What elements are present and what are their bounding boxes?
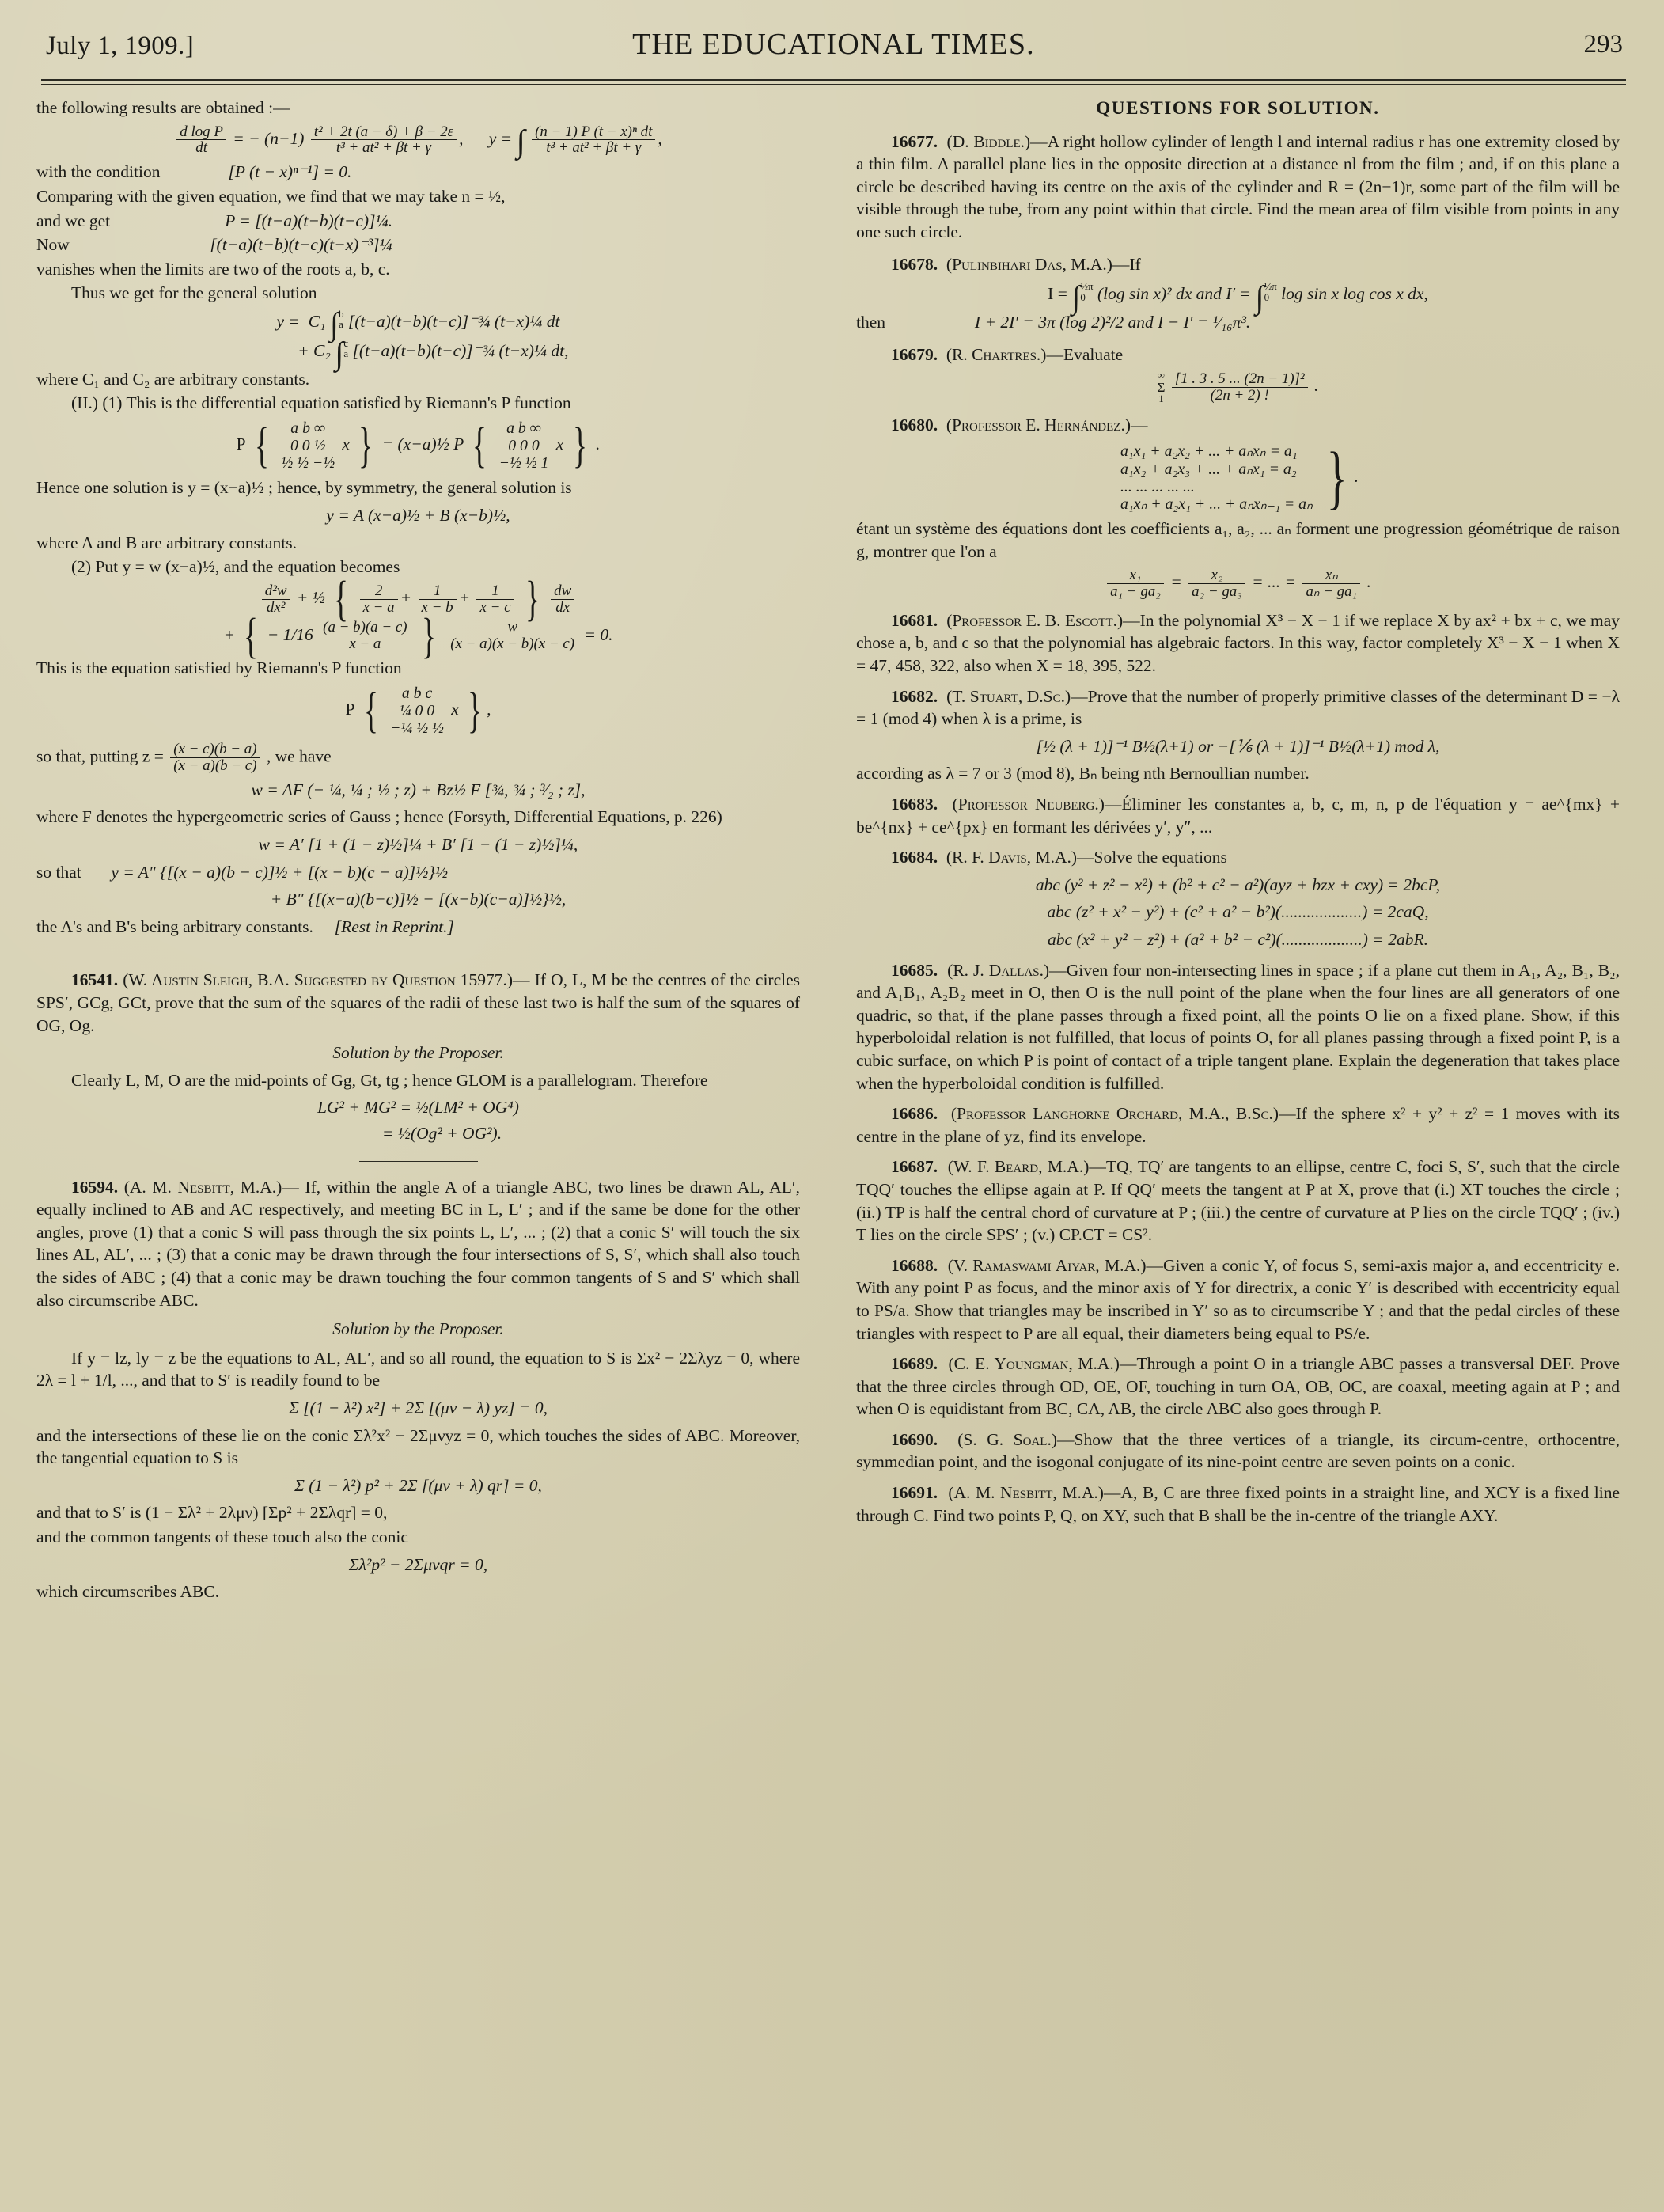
eq2-body1: [(t−a)(t−b)(t−c)]⁻¾ (t−x)¼ dt — [347, 312, 560, 332]
eq1-eq: = − (n−1) — [233, 128, 305, 148]
so-that-line — [36, 861, 800, 884]
eq4-t2-num: 1 — [419, 583, 457, 600]
putting-z-tail: , we have — [266, 746, 332, 766]
question-16680 — [856, 414, 1620, 437]
brace-close-icon: } — [525, 571, 540, 627]
matrix1-row2: 0 0 ½ — [290, 437, 326, 455]
then-line — [856, 311, 1620, 334]
question-16681 — [856, 609, 1620, 677]
general-solution-line: Thus we get for the general solution — [71, 283, 317, 303]
question-16541 — [36, 969, 800, 1037]
question-body: Given four non-intersecting lines in space ; if a plane cut them in A₁, A₂, B₁, B₂, and A₁B₁, A₂B₂ meet in O, then O is the null point of the plane when the four lines are all generators of one quadric, so that, if the plane passes through a fixed point, all the points O lie on a fixed plane. Show, if this hyperboloidal relation is not fulfilled, that locus of points O, for all planes passing through a fixed point P, is a cubic surface, on which P is point of contact of a triple tangent plane. Explain the degeneration that takes place when the hyperboloidal condition is fulfilled. — [856, 960, 1620, 1093]
equation-system-16680: a₁x₁ + a₂x₂ + ... + aₙxₙ = a₁ a₁x₂ + a₂x₃ + ... + aₙx₁ = a₂ ... ... ... ... ... a₁xₙ + a₂x₁ + ... + aₙxₙ₋₁ = aₙ } . — [1120, 438, 1359, 518]
eq1-frac-num: t² + 2t (a − δ) + β − 2ε — [311, 124, 457, 141]
question-number: 16683. — [891, 795, 938, 814]
eq16678-part-a: (log sin x)² dx and I′ = — [1097, 284, 1251, 304]
equation-2a: y = C₁ ∫ b a [(t−a)(t−b)(t−c)]⁻¾ (t−x)¼ dt — [276, 306, 560, 343]
integral-icon: ∫ — [1071, 279, 1081, 315]
question-body: Evaluate — [1063, 344, 1124, 364]
system-row-1: a₁x₁ + a₂x₂ + ... + aₙxₙ = a₁ — [1120, 442, 1298, 461]
eq3-expr: y = A (x−a)½ + B (x−b)½, — [326, 505, 510, 525]
equation-6 — [36, 779, 800, 802]
eq4-t1-den: x − a — [362, 598, 395, 616]
question-body: If the sphere x² + y² + z² = 1 moves with its centre in the plane of yz, find its envelope. — [856, 1104, 1620, 1146]
matrix3-var: x — [451, 699, 459, 719]
eq16684-line3: abc (x² + y² − z²) + (a² + b² − c²)(...................) = 2abR. — [1048, 930, 1428, 949]
equation-8b — [36, 888, 800, 911]
question-body: Prove that the number of properly primitive classes of the determinant D = −λ = 1 (mod 4) when λ is a prime, is — [856, 686, 1620, 729]
eq7-expr: w = A′ [1 + (1 − z)½]¼ + B′ [1 − (1 − z)½]¼, — [258, 835, 578, 855]
equation-16684-3 — [856, 928, 1620, 951]
solution-16594-t1: If y = lz, ly = z be the equations to AL, AL′, and so all round, the equation to S is Σx² − 2Σλyz = 0, where 2λ = l + 1/l, ..., and that to S′ is readily found to be — [36, 1348, 800, 1391]
brace-open-icon: { — [255, 418, 269, 473]
eq1-num: d log P — [176, 124, 226, 141]
question-16594 — [36, 1176, 800, 1312]
eq4-half: + ½ — [296, 588, 325, 607]
page-number: 293 — [1583, 30, 1623, 59]
question-author: (R. F. Davis, M.A.)— — [946, 848, 1094, 867]
ratio1-den: a₁ − ga₂ — [1110, 583, 1161, 601]
question-author: (S. G. Soal.)— — [957, 1429, 1075, 1449]
eq4-t3-num: 1 — [476, 583, 514, 600]
integral-icon: ∫ — [335, 336, 344, 372]
question-number: 16688. — [891, 1255, 938, 1275]
eq16678-part-b: log sin x log cos x dx, — [1281, 284, 1428, 304]
putting-z-label: so that, putting z = — [36, 746, 164, 766]
right-column — [856, 97, 1620, 1528]
ratio3-num: xₙ — [1302, 567, 1360, 584]
system-row-2: a₁x₂ + a₂x₃ + ... + aₙx₁ = a₂ — [1120, 460, 1297, 478]
equation-1: $\frac{\text{d log P}}{dt}$ = − (n−1) $\frac{\text{t² + 2t (a − δ) + β − 2ε}}{\text{t³ + at² + βt + γ}}$ , y = ∫ $\frac{\text{(n − 1) P (t − x)ⁿ dt}}{\text{t³ + at² + βt + γ}}$ , — [36, 124, 800, 157]
hence-solution-line: Hence one solution is y = (x−a)½ ; hence, by symmetry, the general solution is — [36, 478, 572, 498]
question-number: 16682. — [891, 686, 938, 706]
riemann-p-line: (II.) (1) This is the differential equation satisfied by Riemann's P function — [71, 393, 571, 413]
so-that-label: so that — [36, 862, 81, 882]
arbitrary-ab-text: the A's and B's being arbitrary constants. — [36, 916, 313, 936]
eq8b-expr: + B″ {[(x−a)(b−c)]½ − [(x−b)(c−a)]½}½, — [270, 890, 567, 909]
equation-16679: ∞ Σ 1 $\frac{\text{[1 . 3 . 5 ... (2n − 1)]²}}{(2n + 2) !}$ . — [1157, 370, 1319, 405]
question-16678 — [856, 253, 1620, 276]
question-author: (Professor E. Hernández.)— — [946, 415, 1148, 434]
eq16679-num: [1 . 3 . 5 ... (2n − 1)]² — [1172, 371, 1308, 388]
vanishes-line: vanishes when the limits are two of the roots a, b, c. — [36, 259, 390, 279]
p-expression: P = [(t−a)(t−b)(t−c)]¼. — [225, 211, 392, 230]
brace-close-icon: } — [468, 682, 483, 738]
solution-16541-text: Clearly L, M, O are the mid-points of Gg, Gt, tg ; hence GLOM is a parallelogram. Therefore — [71, 1070, 708, 1090]
riemann-p2-line: This is the equation satisfied by Riemann's P function — [36, 658, 402, 678]
question-body: Through a point O in a triangle ABC passes a transversal DEF. Prove that the three circles through OD, OE, OF, touching in turn OA, OB, OC, are coaxal, meeting again at P ; and when O is equidistant from BC, CA, AB, the circle ABC also goes through P. — [856, 1354, 1620, 1419]
matrix2-var: x — [555, 434, 564, 454]
solution-16541-eq2 — [36, 1122, 800, 1145]
solution-16594-e2 — [36, 1474, 800, 1497]
eq1-int-num: (n − 1) P (t − x)ⁿ dt — [532, 124, 655, 141]
question-16685 — [856, 959, 1620, 1095]
solution-16541-eq1 — [36, 1096, 800, 1119]
equation-16684-2 — [856, 901, 1620, 924]
sum-upper-limit: ∞ — [1158, 370, 1165, 381]
tangential-equation: Σ (1 − λ²) p² + 2Σ [(μν + λ) qr] = 0, — [294, 1475, 542, 1495]
eq4-t2-den: x − b — [421, 598, 453, 616]
matrix-equals: = (x−a)½ P — [381, 434, 464, 454]
condition-label: with the condition — [36, 162, 161, 182]
eq2-body2: [(t−a)(t−b)(t−c)]⁻¾ (t−x)¼ dt, — [352, 341, 569, 361]
eq2-c1: C₁ — [308, 312, 326, 332]
equation-4: $\frac{\text{d²w}}{\text{dx²}}$ + ½ { $\frac{2}{x - a}$ + $\frac{1}{x - b}$ + $\frac{1}{x - c}$ } $\frac{dw}{dx}$ — [36, 583, 800, 616]
eq4-den: dx² — [266, 598, 286, 616]
eq16679-den: (2n + 2) ! — [1210, 387, 1269, 404]
now-line — [36, 233, 800, 256]
question-author: (Pulinbihari Das, M.A.)— — [946, 254, 1130, 274]
question-number: 16686. — [891, 1104, 938, 1124]
brace-close-icon: } — [1326, 438, 1347, 518]
question-author: (A. M. Nesbitt, M.A.)— — [948, 1483, 1121, 1503]
eq16682-expr: [½ (λ + 1)]⁻¹ B½(λ+1) or −[⅙ (λ + 1)]⁻¹ B½(λ+1) mod λ, — [1036, 736, 1440, 756]
solution-16594-t2: and the intersections of these lie on the conic Σλ²x² − 2Σμνyz = 0, which touches the sides of ABC. Moreover, the tangential equation to S is — [36, 1425, 800, 1468]
question-body: A right hollow cylinder of length l and internal radius r has one extremity closed by a thin film. A parallel plane lies in the opposite direction at a distance nl from the film ; and, if on this plane a circle be described having its centre on the axis of the cylinder and R = (2n−1)r, some part of the film will be visible through the tube, from any point within that circle. Find the mean area of film visible from points in any one such circle. — [856, 131, 1620, 241]
brace-open-icon: { — [472, 418, 487, 473]
eq5-num: (a − b)(a − c) — [320, 620, 410, 636]
issue-date: July 1, 1909.] — [46, 32, 195, 60]
then-label: then — [856, 313, 886, 332]
system-row-3: ... ... ... ... ... — [1120, 477, 1195, 495]
header-rule-thin — [41, 84, 1626, 85]
equation-matrix-1 — [36, 419, 800, 472]
question-author: (W. F. Beard, M.A.)— — [947, 1157, 1106, 1177]
conic-s-prime-equation: Σ [(1 − λ²) x²] + 2Σ [(μν − λ) yz] = 0, — [288, 1398, 548, 1417]
matrix1-var: x — [342, 434, 350, 454]
now-expression: [(t−a)(t−b)(t−c)(t−x)⁻³]¼ — [210, 235, 392, 255]
eq4-num: d²w — [262, 583, 290, 600]
brace-open-icon: { — [244, 608, 259, 663]
eq8a-expr: y = A″ {[(x − a)(b − c)]½ + [(x − b)(c − a)]½}½ — [111, 862, 449, 882]
matrix1-row1: a b ∞ — [290, 419, 326, 437]
masthead — [44, 27, 1623, 76]
eq16678-result: I + 2I′ = 3π (log 2)²/2 and I − I′ = ¹⁄₁₆π³. — [974, 313, 1251, 332]
section-divider-rule-2 — [359, 1161, 478, 1162]
eq5-plus: + — [223, 624, 235, 644]
eq1-frac-den: t³ + at² + βt + γ — [335, 139, 431, 157]
arbitrary-constants-line: where A and B are arbitrary constants. — [36, 533, 297, 552]
question-body: Show that the three vertices of a triangle, its circum-centre, orthocentre, symmedian point, and the isogonal conjugate of its nine-point centre are seven points on a conic. — [856, 1429, 1620, 1472]
eq4-dw: dw — [551, 583, 574, 600]
eq1-int-den: t³ + at² + βt + γ — [546, 139, 642, 157]
publication-title: THE EDUCATIONAL TIMES. — [632, 28, 1035, 61]
left-column — [36, 97, 800, 1605]
brace-open-icon: { — [334, 571, 349, 627]
equation-2b: + C₂ ∫ c a [(t−a)(t−b)(t−c)]⁻¾ (t−x)¼ dt, — [298, 336, 569, 372]
question-number: 16689. — [891, 1354, 938, 1374]
question-author: (Professor Neuberg.)— — [952, 795, 1122, 814]
question-16691 — [856, 1482, 1620, 1527]
question-number: 16678. — [891, 254, 938, 274]
question-body: Solve the equations — [1094, 848, 1227, 867]
z-den: (x − a)(b − c) — [173, 757, 257, 775]
put-y-line: (2) Put y = w (x−a)½, and the equation becomes — [71, 557, 400, 577]
header-rule — [41, 79, 1626, 81]
solution-16594-t4: and the common tangents of these touch also the conic — [36, 1527, 408, 1546]
question-16690 — [856, 1429, 1620, 1474]
p-symbol: P — [236, 434, 246, 454]
question-16682-tail: according as λ = 7 or 3 (mod 8), Bₙ being nth Bernoullian number. — [856, 764, 1310, 783]
sum-lower-limit: 1 — [1158, 393, 1164, 405]
question-number: 16687. — [891, 1157, 938, 1177]
question-author: (R. J. Dallas.)— — [947, 960, 1067, 980]
eq5-coef: − 1/16 — [267, 624, 313, 644]
and-we-get-label: and we get — [36, 211, 111, 230]
question-author: (T. Stuart, D.Sc.)— — [946, 686, 1088, 706]
ratio3-den: aₙ − ga₁ — [1306, 583, 1358, 601]
question-16687 — [856, 1155, 1620, 1246]
integral-icon: ∫ — [329, 306, 339, 343]
eq1-y-eq: = — [500, 128, 513, 148]
brace-close-icon: } — [572, 418, 587, 473]
og-og-equation: = ½(Og² + OG²). — [381, 1124, 502, 1143]
solution-16594-e3 — [36, 1554, 800, 1576]
question-author: (C. E. Youngman, M.A.)— — [948, 1354, 1137, 1374]
solution-by-proposer-2: Solution by the Proposer. — [332, 1319, 504, 1339]
arbitrary-ab-line — [36, 916, 800, 939]
question-body: TQ, TQ′ are tangents to an ellipse, centre C, foci S, S′, such that the circle TQQ′ touches the ellipse again at P. If QQ′ meets the tangent at P at X, prove that (i.) XT touches the circle ; (ii.) TP is half the central chord of curvature at P ; (iii.) the centre of curvature at P lies on the circle TQQ′ ; (iv.) T lies on the circle SPS′ ; (v.) CP.CT = CS². — [856, 1157, 1620, 1245]
matrix2-row3: −½ ½ 1 — [498, 454, 549, 472]
question-author: (D. Biddle.)— — [946, 131, 1048, 151]
eq4-t3-den: x − c — [479, 598, 511, 616]
question-body: A, B, C are three fixed points in a straight line, and XCY is a fixed line through C. Find two points P, Q, on XY, such that B shall be the in-centre of the triangle AXY. — [856, 1483, 1620, 1525]
eq2-y: y = — [276, 312, 300, 332]
ratio1-num: x₁ — [1107, 567, 1164, 584]
and-we-get-line — [36, 210, 800, 233]
eq16684-line2: abc (z² + x² − y²) + (c² + a² − b²)(...................) = 2caQ, — [1047, 902, 1429, 922]
question-number: 16681. — [891, 610, 938, 630]
brace-open-icon: { — [363, 682, 378, 738]
matrix-period: . — [595, 434, 601, 454]
question-number: 16685. — [891, 960, 938, 980]
lg-mg-equation: LG² + MG² = ½(LM² + OG⁴) — [317, 1098, 519, 1117]
question-author: (Professor E. B. Escott.)— — [946, 610, 1140, 630]
question-16683 — [856, 793, 1620, 838]
equation-3 — [36, 504, 800, 527]
eq4-dx: dx — [555, 598, 570, 616]
matrix2-row1: a b ∞ — [506, 419, 541, 437]
ratio2-num: x₂ — [1188, 567, 1245, 584]
system-row-4: a₁xₙ + a₂x₁ + ... + aₙxₙ₋₁ = aₙ — [1120, 495, 1313, 513]
question-body: If — [1129, 254, 1141, 274]
putting-z-line — [36, 742, 800, 774]
equation-7 — [36, 833, 800, 856]
integral-I-label: I = — [1048, 284, 1067, 304]
eq1-den: dt — [195, 139, 207, 157]
question-16682 — [856, 685, 1620, 730]
eq1-y: y — [488, 128, 497, 148]
matrix3-row2: ¼ 0 0 — [399, 701, 435, 719]
question-author: (V. Ramaswami Aiyar, M.A.)— — [947, 1255, 1164, 1275]
comparing-line: Comparing with the given equation, we find that we may take n = ½, — [36, 186, 506, 206]
eq5-den: x − a — [349, 636, 381, 653]
question-body: Éliminer les constantes a, b, c, m, n, p de l'équation y = ae^{mx} + be^{nx} + ce^{px} en formant les dérivées y′, y″, ... — [856, 795, 1620, 837]
matrix3-row3: −¼ ½ ½ — [390, 719, 444, 738]
question-16679 — [856, 343, 1620, 366]
question-16684 — [856, 846, 1620, 869]
lead-line: the following results are obtained :— — [36, 98, 290, 117]
question-author: (A. M. Nesbitt, M.A.)— — [123, 1177, 299, 1197]
question-number: 16541. — [71, 970, 119, 990]
eq2-c2: + C₂ — [298, 341, 331, 361]
solution-16594-e1 — [36, 1397, 800, 1420]
reprint-note: [Rest in Reprint.] — [334, 916, 454, 936]
matrix1-row3: ½ ½ −½ — [281, 454, 335, 472]
question-16688 — [856, 1254, 1620, 1345]
question-author: (W. Austin Sleigh, B.A. Suggested by Question 15977.)— — [123, 970, 530, 990]
eq4-t1-num: 2 — [360, 583, 398, 600]
equation-16684-1 — [856, 874, 1620, 897]
eq5-w-num: w — [447, 620, 578, 636]
question-body: In the polynomial X³ − X − 1 if we replace X by ax² + bx + c, we may chose a, b, and c so that the polynomial has algebraic factors. In this way, factor completely X³ − X − 1 when X = 47, 458, 322, also when X = 18, 395, 522. — [856, 610, 1620, 676]
condition-expr: [P (t − x)ⁿ⁻¹] = 0. — [228, 162, 352, 182]
question-author: (Professor Langhorne Orchard, M.A., B.Sc.)— — [950, 1104, 1296, 1124]
eq16684-line1: abc (y² + z² − x²) + (b² + c² − a²)(ayz + bzx + cxy) = 2bcP, — [1035, 875, 1441, 894]
condition-line — [36, 161, 800, 184]
eq5-w-den: (x − a)(x − b)(x − c) — [450, 636, 575, 653]
now-label: Now — [36, 235, 70, 255]
ratio2-den: a₂ − ga₃ — [1192, 583, 1242, 601]
solution-16594-t3: and that to S′ is (1 − Σλ² + 2λμν) [Σp² + 2Σλqr] = 0, — [36, 1503, 388, 1523]
z-num: (x − c)(b − a) — [170, 742, 260, 758]
common-tangents-conic: Σλ²p² − 2Σμνqr = 0, — [348, 1554, 488, 1574]
question-body: Given a conic Y, of focus S, semi-axis major a, and eccentricity e. With any point P as focus, and the minor axis of Y for directrix, a conic Y′ is described with eccentricity equal to PS/a. Show that triangles may be inscribed in Y′ so as to circumscribe Y ; and that the pedal circles of these triangles with respect to P are all equal, their diameters being equal to PS/e. — [856, 1255, 1620, 1343]
solution-16594-t5: which circumscribes ABC. — [36, 1582, 220, 1602]
question-number: 16690. — [891, 1429, 938, 1449]
question-16686 — [856, 1102, 1620, 1148]
question-16677 — [856, 131, 1620, 244]
equation-16680-ratios: $\frac{\text{x₁}}{\text{a₁ − ga₂}}$ = $\frac{\text{x₂}}{\text{a₂ − ga₃}}$ = ... = $\frac{\text{xₙ}}{\text{aₙ − ga₁}}$ . — [856, 567, 1620, 600]
question-number: 16594. — [71, 1177, 119, 1197]
brace-close-icon: } — [358, 418, 373, 473]
question-body: If O, L, M be the centres of the circles SPS′, GCg, GCt, prove that the sum of the squares of the radii of these last two is half the sum of the squares of OG, Og. — [36, 970, 801, 1035]
question-body: If, within the angle A of a triangle ABC, two lines be drawn AL, AL′, equally inclined to AB and AC respectively, and meeting BC in L, L′ ; and if the same be done for the other angles, prove (1) that a conic S will pass through the six points L, L′, ... ; (2) that a conic S′ will touch the six lines AL, AL′, ... ; (3) that a conic may be drawn through the four intersections of S, S′, which shall also touch the sides of ABC ; (4) that a conic may be drawn touching the four common tangents of S and S′ which shall also circumscribe ABC. — [36, 1177, 801, 1310]
question-number: 16679. — [891, 344, 938, 364]
matrix3-row1: a b c — [401, 684, 433, 702]
matrix2-row2: 0 0 0 — [508, 437, 540, 455]
equation-5 — [36, 608, 800, 663]
brace-close-icon: } — [421, 608, 436, 663]
etant-line: étant un système des équations dont les coefficients a₁, a₂, ... aₙ forment une progression géométrique de raison g, montrer que l'on a — [856, 518, 1620, 561]
question-number: 16691. — [891, 1483, 938, 1503]
eq5-end: = 0. — [584, 624, 613, 644]
equation-16678: I = ∫ ½π 0 (log sin x)² dx and I′ = ∫ ½π 0 log sin x log cos x dx, — [1048, 279, 1428, 315]
integral-icon: ∫ — [516, 123, 525, 160]
question-number: 16680. — [891, 415, 938, 434]
equation-matrix-3: P { a b c ¼ 0 0 −¼ ½ ½ x } , — [345, 682, 491, 738]
integral-icon: ∫ — [1255, 279, 1264, 315]
equation-16682 — [856, 735, 1620, 758]
forsyth-line: where F denotes the hypergeometric series of Gauss ; hence (Forsyth, Differential Equations, p. 226) — [36, 807, 722, 827]
eq6-expr: w = AF (− ¼, ¼ ; ½ ; z) + Bz½ F [¾, ¾ ; ³⁄₂ ; z], — [251, 780, 586, 799]
solution-by-proposer-1: Solution by the Proposer. — [332, 1043, 504, 1063]
question-number: 16677. — [891, 131, 938, 151]
constants-line: where C₁ and C₂ are arbitrary constants. — [36, 369, 310, 389]
section-heading: QUESTIONS FOR SOLUTION. — [1096, 98, 1380, 118]
question-16689 — [856, 1353, 1620, 1421]
question-number: 16684. — [891, 848, 938, 867]
question-author: (R. Chartres.)— — [946, 344, 1063, 364]
